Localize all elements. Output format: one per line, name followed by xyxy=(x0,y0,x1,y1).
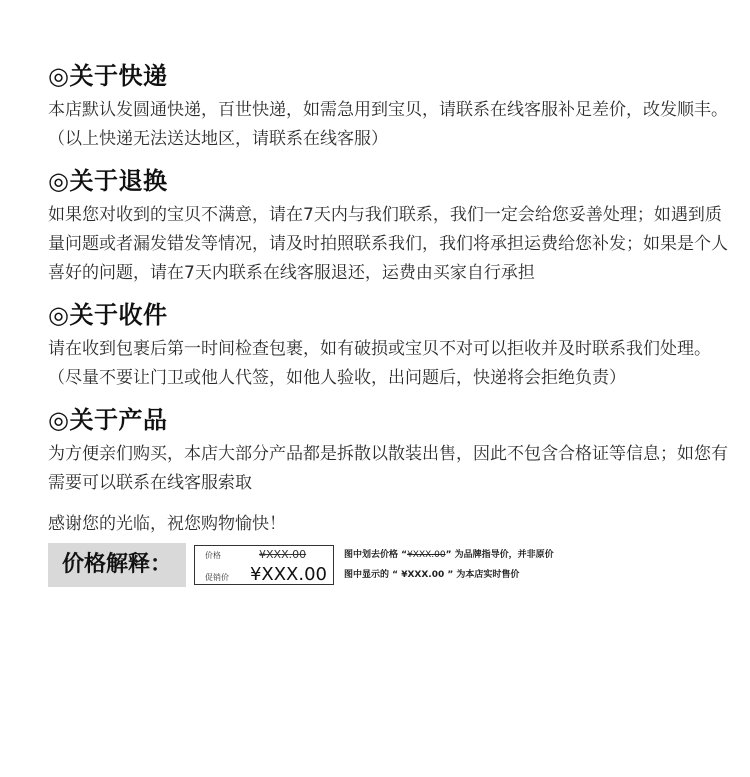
section-body: 本店默认发圆通快递，百世快递，如需急用到宝贝，请联系在线客服补足差价，改发顺丰。（以上快递无法送达地区，请联系在线客服） xyxy=(48,100,728,149)
section-body: 如果您对收到的宝贝不满意，请在7天内与我们联系，我们一定会给您妥善处理；如遇到质量问题或者漏发错发等情况，请及时拍照联系我们，我们将承担运费给您补发；如果是个人喜好的问题，请在7天内联系在线客服退还，运费由买家自行承担 xyxy=(48,205,728,283)
price-notes xyxy=(344,545,554,585)
section-title: ◎关于退换 xyxy=(48,167,168,195)
section-shipping xyxy=(48,58,728,154)
section-returns xyxy=(48,163,728,288)
sale-price-value: ¥XXX.00 xyxy=(249,564,328,585)
note1-prefix: 图中划去价格 “ xyxy=(344,550,408,560)
price-explain-label: 价格解释： xyxy=(48,543,186,587)
section-title: ◎关于收件 xyxy=(48,301,168,329)
notice-page xyxy=(48,58,728,587)
sale-price-label: 促销价 xyxy=(205,573,230,582)
section-receiving xyxy=(48,297,728,393)
note1-strike: ¥XXX.00 xyxy=(407,550,446,560)
note1-suffix: ” 为品牌指导价，并非原价 xyxy=(445,550,554,560)
section-title: ◎关于产品 xyxy=(48,406,168,434)
price-note-original xyxy=(344,545,554,565)
price-note-sale: 图中显示的 “ ¥XXX.00 ” 为本店实时售价 xyxy=(344,570,520,580)
original-price-label: 价格 xyxy=(205,551,222,560)
price-explain-row xyxy=(48,543,728,587)
original-price-value: ¥XXX.00 xyxy=(259,548,307,561)
section-body: 为方便亲们购买，本店大部分产品都是拆散以散装出售，因此不包含合格证等信息；如您有需要可以联系在线客服索取 xyxy=(48,444,728,493)
price-line-sale xyxy=(205,566,327,584)
section-title: ◎关于快递 xyxy=(48,62,168,90)
section-products xyxy=(48,402,728,498)
price-sample-box xyxy=(194,545,334,585)
thanks-message: 感谢您的光临，祝您购物愉快！ xyxy=(48,514,286,534)
section-body: 请在收到包裹后第一时间检查包裹，如有破损或宝贝不对可以拒收并及时联系我们处理。（尽量不要让门卫或他人代签，如他人验收，出问题后，快递将会拒绝负责） xyxy=(48,339,711,388)
